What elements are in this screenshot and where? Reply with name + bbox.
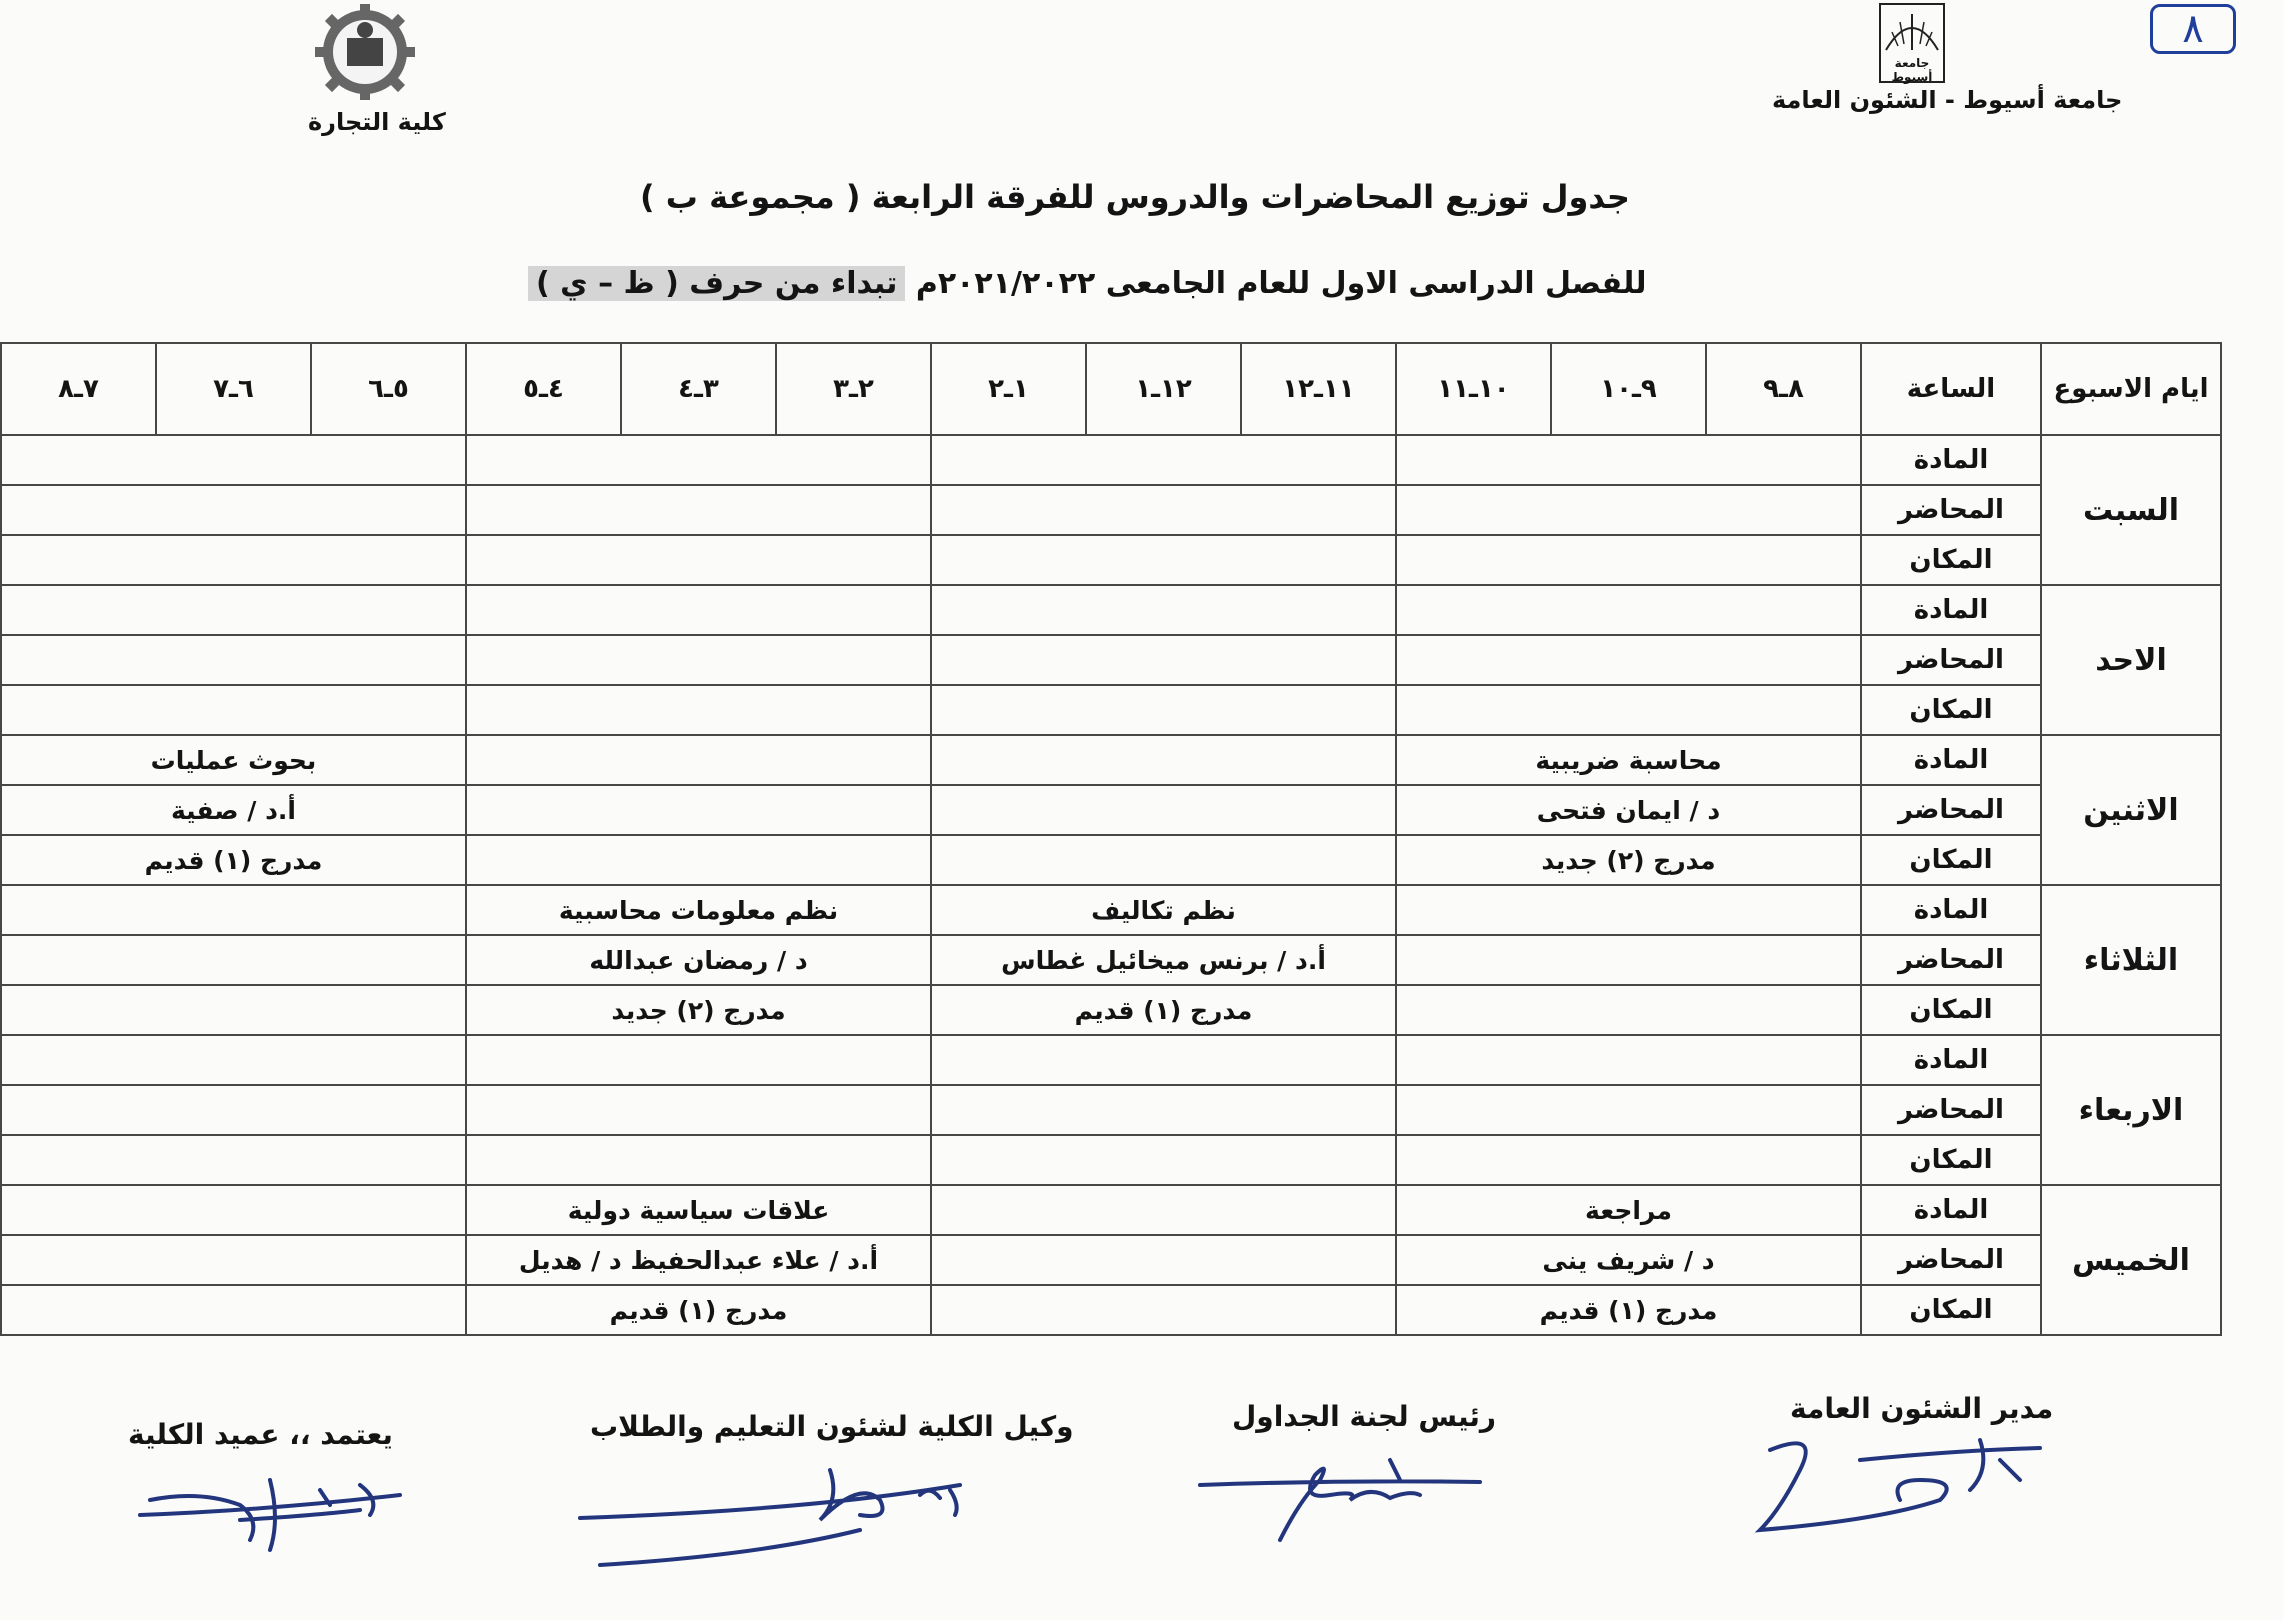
schedule-cell — [1, 1035, 466, 1085]
subtitle-main: للفصل الدراسى الاول للعام الجامعى ٢٠٢١/٢٠٢٢م — [915, 266, 1647, 301]
row-label-subject: المادة — [1861, 1185, 2041, 1235]
day-name: الثلاثاء — [2041, 885, 2221, 1035]
row-label-place: المكان — [1861, 1135, 2041, 1185]
day-row-thursday-place — [1, 1285, 2221, 1335]
schedule-cell — [1396, 485, 1861, 535]
dean-signature — [120, 1460, 420, 1570]
schedule-cell — [931, 785, 1396, 835]
schedule-cell — [931, 735, 1396, 785]
faculty-logo — [305, 0, 425, 108]
schedule-cell — [1396, 635, 1861, 685]
schedule-cell — [1, 685, 466, 735]
schedule-cell — [466, 635, 931, 685]
row-label-place: المكان — [1861, 985, 2041, 1035]
schedule-cell — [1, 935, 466, 985]
schedule-cell — [466, 785, 931, 835]
schedule-cell — [1396, 1135, 1861, 1185]
row-label-subject: المادة — [1861, 1035, 2041, 1085]
schedule-cell: د / شريف ينى — [1396, 1235, 1861, 1285]
day-row-monday-lecturer — [1, 785, 2221, 835]
schedule-cell: مدرج (٢) جديد — [1396, 835, 1861, 885]
schedule-cell — [466, 485, 931, 535]
schedule-cell — [1, 535, 466, 585]
schedule-cell — [931, 835, 1396, 885]
schedule-cell: مدرج (١) قديم — [466, 1285, 931, 1335]
day-name: الخميس — [2041, 1185, 2221, 1335]
day-row-saturday — [1, 435, 2221, 485]
schedule-cell — [931, 1085, 1396, 1135]
day-name: الاثنين — [2041, 735, 2221, 885]
time-slot-header: ٤ـ٥ — [466, 343, 621, 435]
time-slot-header: ٩ـ١٠ — [1551, 343, 1706, 435]
schedule-cell — [466, 585, 931, 635]
schedule-cell: أ.د / علاء عبدالحفيظ د / هديل — [466, 1235, 931, 1285]
schedule-cell — [466, 835, 931, 885]
page-number: ٨ — [2182, 6, 2204, 52]
schedule-cell: محاسبة ضريبية — [1396, 735, 1861, 785]
row-label-subject: المادة — [1861, 435, 2041, 485]
schedule-cell — [1396, 985, 1861, 1035]
schedule-cell — [1396, 1085, 1861, 1135]
schedule-cell — [1396, 935, 1861, 985]
row-label-subject: المادة — [1861, 585, 2041, 635]
page-number-box — [2150, 4, 2236, 54]
schedule-cell — [931, 1135, 1396, 1185]
schedule-cell — [1, 1135, 466, 1185]
schedule-cell: أ.د / صفية — [1, 785, 466, 835]
time-slot-header: ٧ـ٨ — [1, 343, 156, 435]
time-slot-header: ١١ـ١٢ — [1241, 343, 1396, 435]
schedule-cell — [1396, 1035, 1861, 1085]
schedule-cell — [466, 735, 931, 785]
university-logo-text: جامعة أسيوط — [1891, 56, 1933, 84]
schedule-cell — [931, 585, 1396, 635]
day-name: الاربعاء — [2041, 1035, 2221, 1185]
time-slot-header: ٨ـ٩ — [1706, 343, 1861, 435]
day-row-sunday-place — [1, 685, 2221, 735]
schedule-cell: د / ايمان فتحى — [1396, 785, 1861, 835]
schedule-cell: مراجعة — [1396, 1185, 1861, 1235]
schedule-cell — [931, 1185, 1396, 1235]
row-label-lecturer: المحاضر — [1861, 1235, 2041, 1285]
university-logo — [1870, 0, 1954, 86]
schedule-cell — [1396, 685, 1861, 735]
day-row-sunday-lecturer — [1, 635, 2221, 685]
schedule-cell: علاقات سياسية دولية — [466, 1185, 931, 1235]
schedule-cell — [931, 535, 1396, 585]
corner-header: ايام الاسبوع — [2041, 343, 2221, 435]
schedule-cell: بحوث عمليات — [1, 735, 466, 785]
row-label-lecturer: المحاضر — [1861, 785, 2041, 835]
schedule-cell: مدرج (١) قديم — [931, 985, 1396, 1035]
schedule-cell — [1396, 535, 1861, 585]
row-label-place: المكان — [1861, 535, 2041, 585]
schedule-cell: مدرج (١) قديم — [1396, 1285, 1861, 1335]
schedule-cell — [931, 1035, 1396, 1085]
time-slot-header: ٦ـ٧ — [156, 343, 311, 435]
schedule-cell — [931, 685, 1396, 735]
day-row-wednesday-place — [1, 1135, 2221, 1185]
schedule-cell — [931, 635, 1396, 685]
row-label-subject: المادة — [1861, 885, 2041, 935]
day-row-monday-place — [1, 835, 2221, 885]
schedule-cell — [466, 535, 931, 585]
time-slot-header: ٣ـ٤ — [621, 343, 776, 435]
general-affairs-signature — [1740, 1420, 2070, 1540]
time-slot-header: ١ـ٢ — [931, 343, 1086, 435]
time-slot-header: ٢ـ٣ — [776, 343, 931, 435]
day-row-wednesday-lecturer — [1, 1085, 2221, 1135]
schedule-cell: مدرج (٢) جديد — [466, 985, 931, 1035]
day-row-saturday-place — [1, 535, 2221, 585]
schedule-cell — [466, 1085, 931, 1135]
header-row — [1, 343, 2221, 435]
vice-dean-signature — [560, 1460, 1020, 1580]
schedule-cell — [1, 435, 466, 485]
schedule-cell — [931, 435, 1396, 485]
row-label-place: المكان — [1861, 685, 2041, 735]
time-slot-header: ١٢ـ١ — [1086, 343, 1241, 435]
row-label-lecturer: المحاضر — [1861, 1085, 2041, 1135]
schedule-cell — [466, 435, 931, 485]
sig-title-dean: يعتمد ،، عميد الكلية — [128, 1418, 393, 1451]
schedule-cell — [466, 1135, 931, 1185]
schedule-cell — [1, 1085, 466, 1135]
schedule-cell — [931, 1285, 1396, 1335]
schedule-cell: مدرج (١) قديم — [1, 835, 466, 885]
schedule-cell — [1, 635, 466, 685]
schedule-cell — [1396, 885, 1861, 935]
schedule-cell: نظم معلومات محاسبية — [466, 885, 931, 935]
faculty-heading: كلية التجارة — [308, 108, 446, 136]
row-label-lecturer: المحاضر — [1861, 635, 2041, 685]
schedule-cell — [1, 1285, 466, 1335]
page-subtitle — [528, 266, 1647, 301]
time-slot-header: ٥ـ٦ — [311, 343, 466, 435]
subtitle-highlight: تبداء من حرف ( ظ – ي ) — [528, 266, 905, 301]
schedule-cell — [1, 485, 466, 535]
day-row-tuesday-place — [1, 985, 2221, 1035]
schedule-table — [0, 342, 2222, 1336]
day-row-wednesday — [1, 1035, 2221, 1085]
row-label-place: المكان — [1861, 835, 2041, 885]
schedule-cell — [1, 1185, 466, 1235]
sig-title-committee: رئيس لجنة الجداول — [1232, 1400, 1497, 1433]
row-label-place: المكان — [1861, 1285, 2041, 1335]
day-row-tuesday-lecturer — [1, 935, 2221, 985]
schedule-cell — [466, 685, 931, 735]
faculty-gear-icon — [305, 0, 425, 104]
schedule-cell — [931, 485, 1396, 535]
university-heading: جامعة أسيوط - الشئون العامة — [1772, 86, 2123, 114]
sig-title-general-affairs: مدير الشئون العامة — [1790, 1392, 2054, 1425]
schedule-cell — [1, 885, 466, 935]
hour-header: الساعة — [1861, 343, 2041, 435]
row-label-subject: المادة — [1861, 735, 2041, 785]
schedule-cell — [1396, 585, 1861, 635]
sig-title-vice-dean: وكيل الكلية لشئون التعليم والطلاب — [590, 1410, 1074, 1443]
committee-signature — [1190, 1440, 1510, 1550]
day-row-thursday — [1, 1185, 2221, 1235]
schedule-cell — [1, 585, 466, 635]
schedule-cell — [931, 1235, 1396, 1285]
day-row-sunday — [1, 585, 2221, 635]
schedule-cell — [1396, 435, 1861, 485]
schedule-cell — [1, 1235, 466, 1285]
time-slot-header: ١٠ـ١١ — [1396, 343, 1551, 435]
schedule-cell — [466, 1035, 931, 1085]
row-label-lecturer: المحاضر — [1861, 485, 2041, 535]
day-row-thursday-lecturer — [1, 1235, 2221, 1285]
day-name: السبت — [2041, 435, 2221, 585]
schedule-cell: نظم تكاليف — [931, 885, 1396, 935]
day-row-tuesday — [1, 885, 2221, 935]
day-row-saturday-lecturer — [1, 485, 2221, 535]
schedule-cell — [1, 985, 466, 1035]
schedule-cell: أ.د / برنس ميخائيل غطاس — [931, 935, 1396, 985]
day-name: الاحد — [2041, 585, 2221, 735]
schedule-cell: د / رمضان عبدالله — [466, 935, 931, 985]
day-row-monday — [1, 735, 2221, 785]
page-title: جدول توزيع المحاضرات والدروس للفرقة الرابعة ( مجموعة ب ) — [640, 178, 1630, 216]
row-label-lecturer: المحاضر — [1861, 935, 2041, 985]
